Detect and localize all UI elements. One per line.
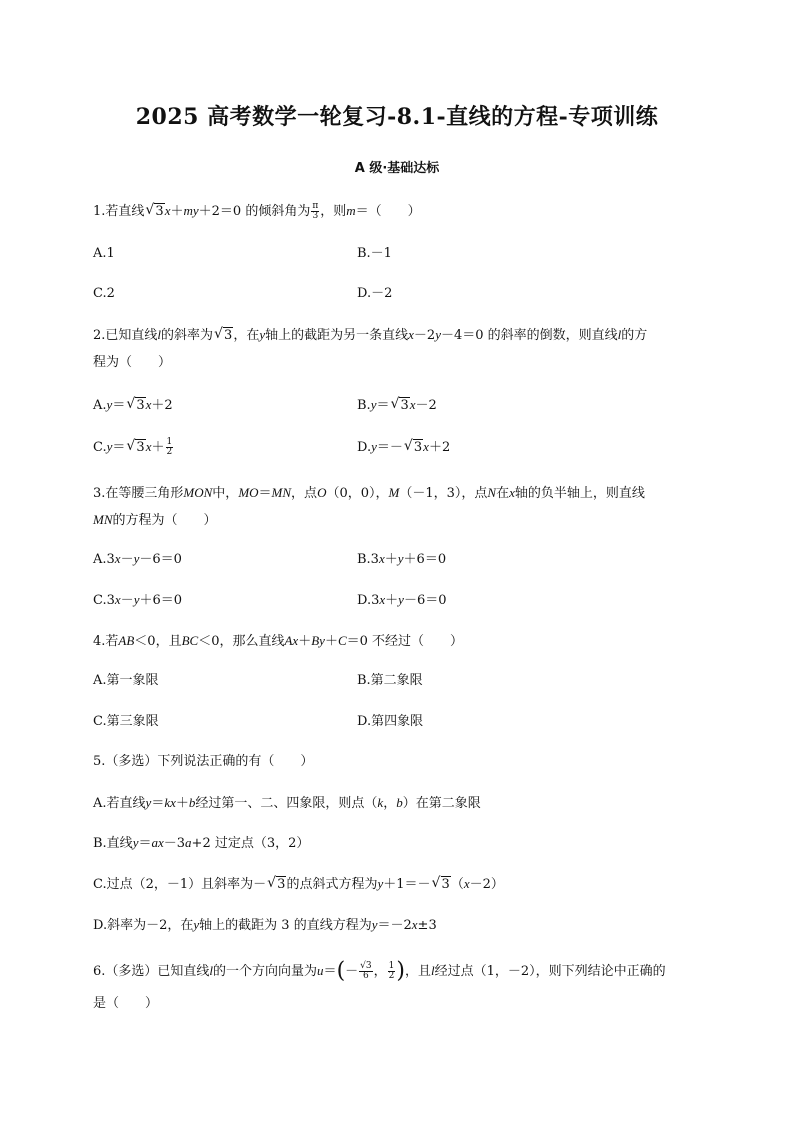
question-4-option-c: C.第三象限	[93, 714, 159, 729]
question-3-option-a: A.3x－y－6＝0	[93, 551, 182, 567]
question-1-option-c: C.2	[93, 286, 115, 301]
question-5-option-c: C.过点（2，－1）且斜率为－√ 3的点斜式方程为y＋1＝－√ 3（x－2）	[93, 875, 504, 894]
question-5-stem: 5.（多选）下列说法正确的有（ ）	[93, 754, 314, 769]
direction-vector: (－ $\frac{√3}{6}$ ， $\frac{1}{2}$ )	[336, 958, 405, 984]
question-1-option-d: D.－2	[357, 286, 393, 301]
question-3-option-b: B.3x＋y＋6＝0	[357, 551, 447, 567]
question-5-option-b: B.直线y＝ax－3a+2 过定点（3，2）	[93, 835, 310, 851]
question-5-option-d: D.斜率为－2，在y轴上的截距为 3 的直线方程为y＝－2x±3	[93, 917, 437, 933]
question-4-option-d: D.第四象限	[357, 714, 424, 729]
question-1-stem: 1.若直线√ 3x＋my＋2＝0 的倾斜角为 $\frac{\pi}{3}$ ，则m＝（ ）	[93, 202, 421, 221]
question-1-option-a: A.1	[93, 246, 115, 261]
question-2-option-d: D.y＝－√ 3x＋2	[357, 438, 450, 457]
question-3-stem-line2: MN的方程为（ ）	[93, 512, 217, 528]
question-2-option-b: B.y＝√ 3x－2	[357, 396, 437, 415]
question-2-option-a: A.y＝√ 3x＋2	[93, 396, 173, 415]
question-1-option-b: B.－1	[357, 246, 392, 261]
question-2-stem-line2: 程为（ ）	[93, 355, 172, 370]
question-6-stem: 6.（多选）已知直线l的一个方向向量为u＝(－ $\frac{√3}{6}$ ， $\frac{1}{2}$ )，且l经过点（1，－2），则下列结论中正确的	[93, 958, 666, 984]
question-4-stem: 4.若AB＜0，且BC＜0，那么直线Ax＋By＋C＝0 不经过（ ）	[93, 633, 464, 649]
question-2-option-c: C.y＝√ 3x＋ $\frac{1}{2}$	[93, 438, 174, 457]
question-2-stem: 2.已知直线l的斜率为√ 3，在y轴上的截距为另一条直线x－2y－4＝0 的斜率的倒数，则直线l的方	[93, 326, 647, 345]
question-3-stem: 3.在等腰三角形MON中，MO＝MN，点O（0，0），M（－1，3），点N在x轴的负半轴上，则直线	[93, 485, 645, 501]
question-4-option-a: A.第一象限	[93, 673, 159, 688]
question-3-option-c: C.3x－y＋6＝0	[93, 592, 183, 608]
question-3-option-d: D.3x＋y－6＝0	[357, 592, 447, 608]
page-title: 2025 高考数学一轮复习-8.1-直线的方程-专项训练	[135, 104, 659, 130]
question-4-option-b: B.第二象限	[357, 673, 423, 688]
question-6-stem-line2: 是（ ）	[93, 996, 159, 1011]
section-subtitle: A 级·基础达标	[354, 161, 440, 176]
question-5-option-a: A.若直线y＝kx＋b经过第一、二、四象限，则点（k，b）在第二象限	[93, 795, 481, 811]
